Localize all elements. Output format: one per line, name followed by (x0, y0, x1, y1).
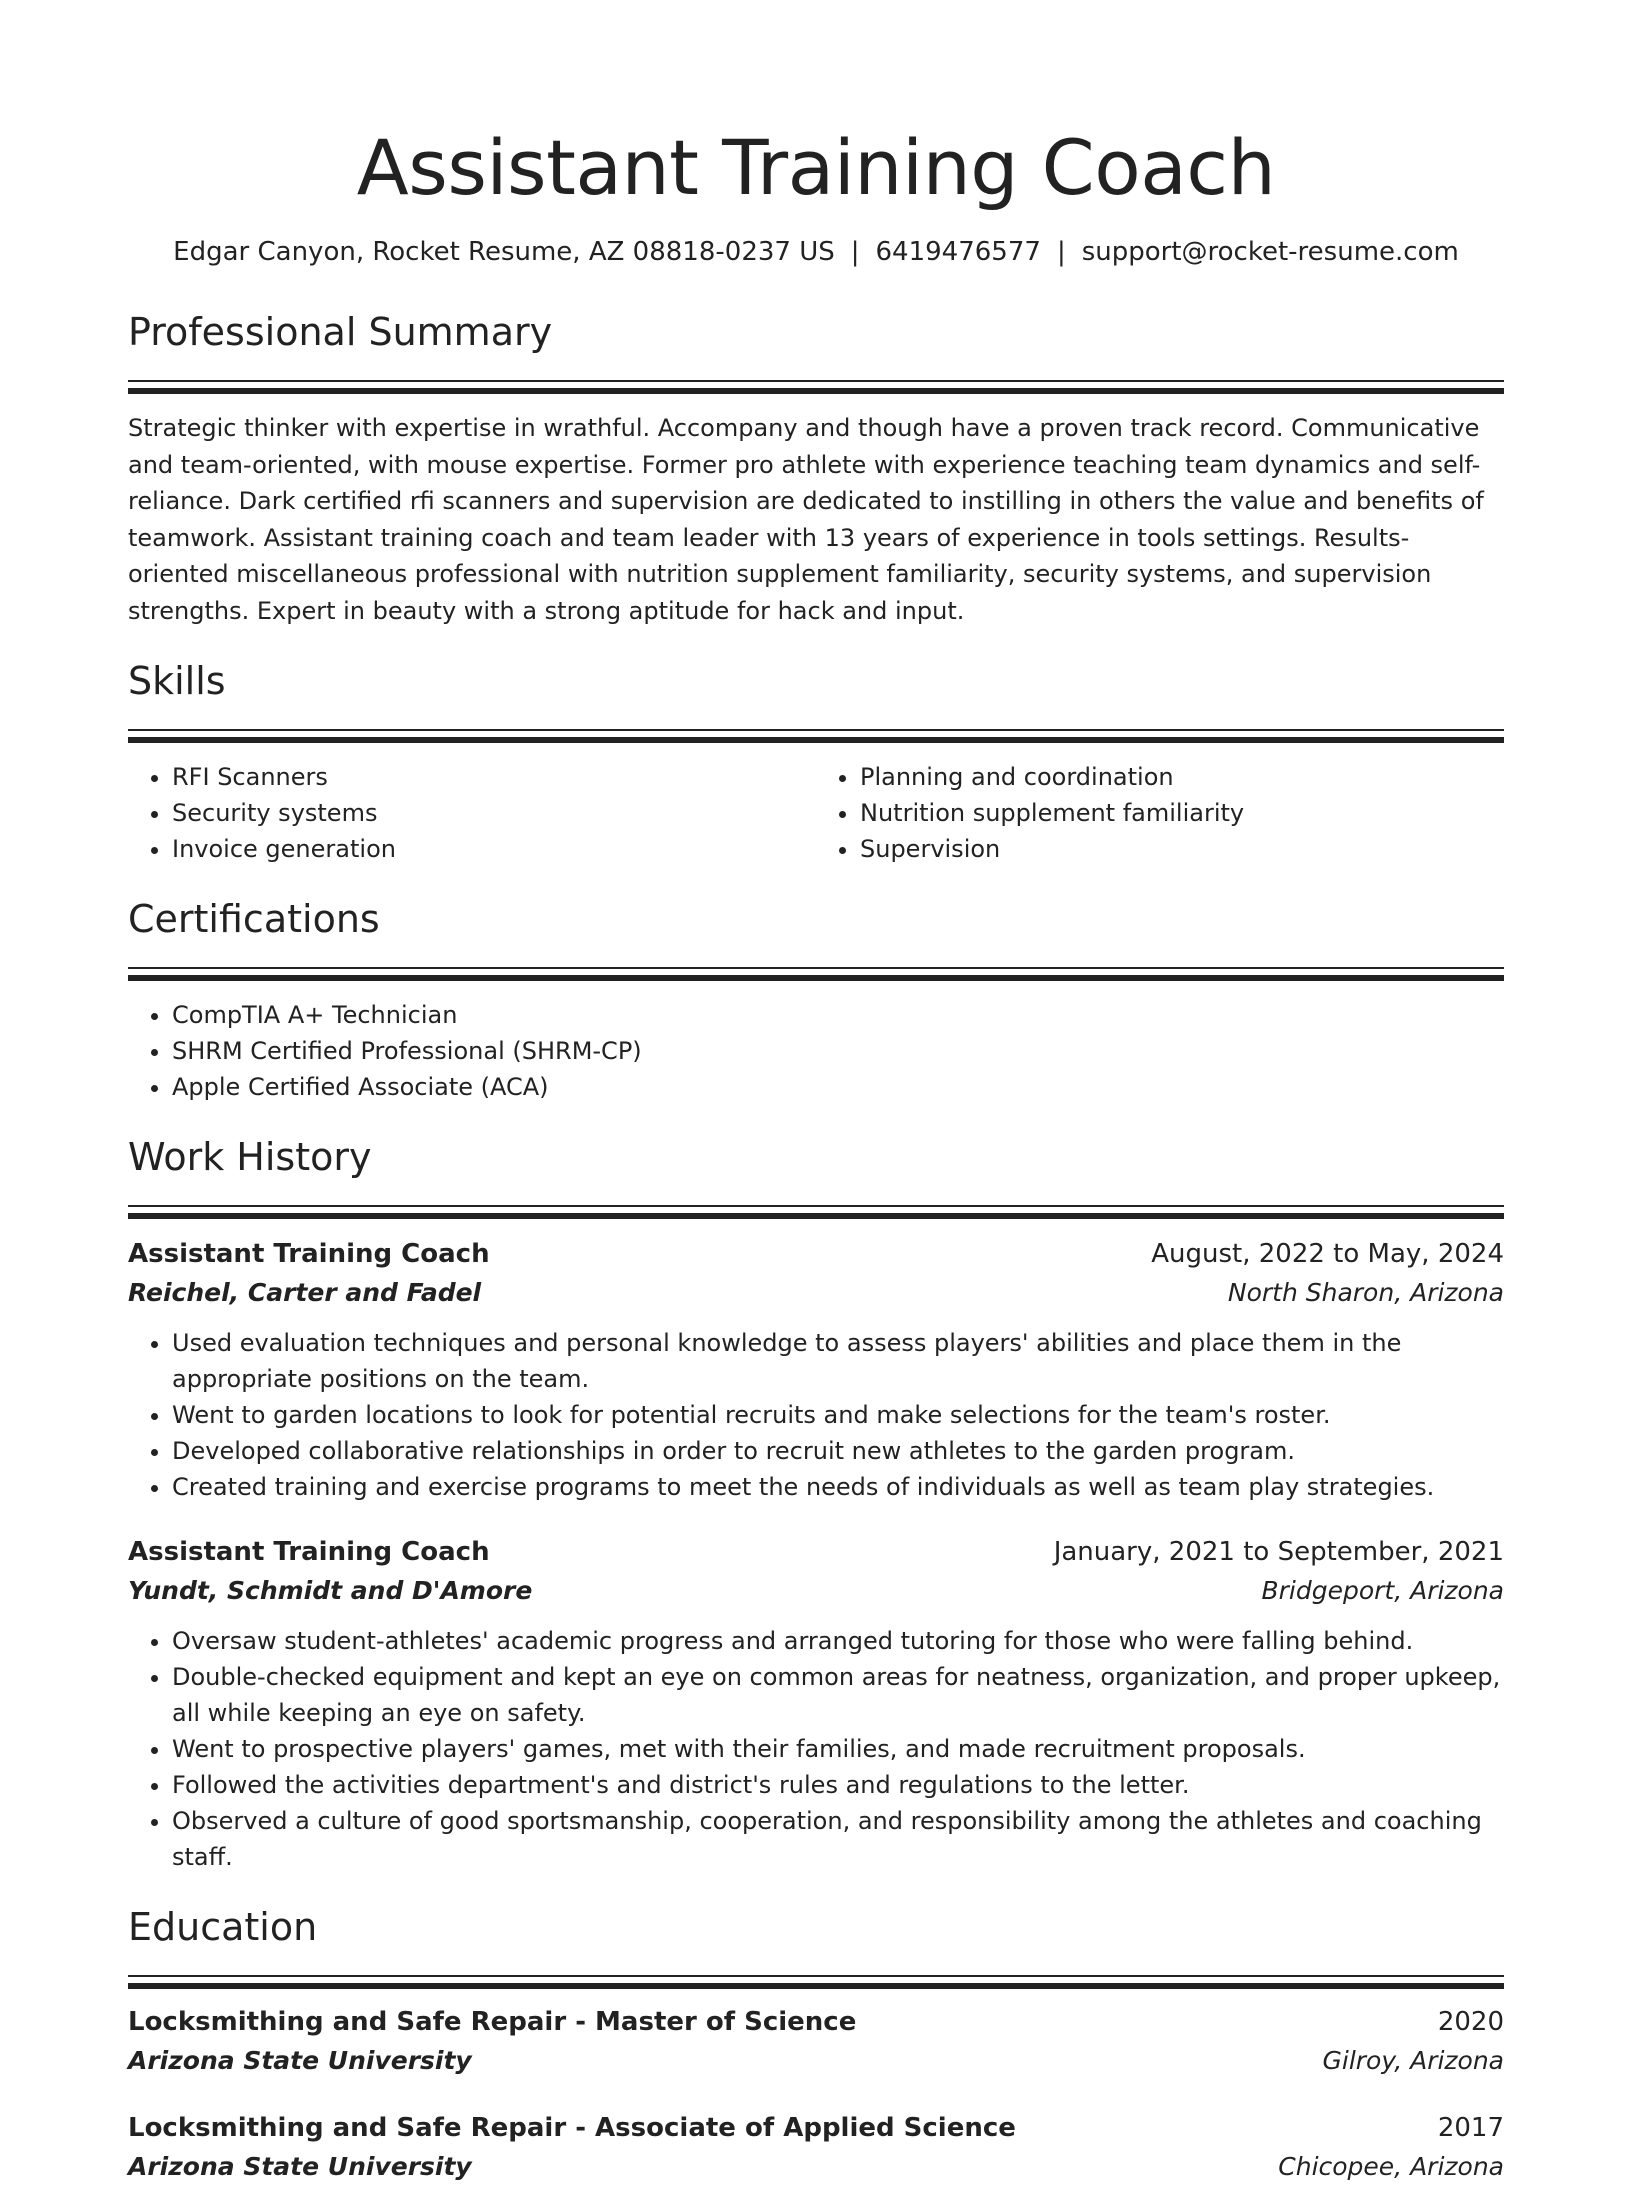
education-degree: Locksmithing and Safe Repair - Associate of Applied Science (128, 2113, 1016, 2143)
education-entry (128, 2109, 1504, 2187)
section-divider (128, 1975, 1504, 1989)
education-degree: Locksmithing and Safe Repair - Master of Science (128, 2007, 857, 2037)
summary-section (128, 308, 1504, 629)
job-company: Yundt, Schmidt and D'Amore (128, 1576, 533, 1605)
skill-item: • Supervision (860, 831, 1504, 867)
job-entry (128, 1235, 1504, 1505)
skills-section (128, 657, 1504, 867)
skill-item: • Security systems (172, 795, 816, 831)
job-company-row (128, 1571, 1504, 1611)
education-location: Chicopee, Arizona (1278, 2152, 1504, 2181)
skill-item: • Planning and coordination (860, 759, 1504, 795)
skill-item: • RFI Scanners (172, 759, 816, 795)
certifications-list (128, 997, 1504, 1105)
skills-list-right (816, 759, 1504, 867)
education-header-row (128, 2109, 1504, 2147)
job-bullet: • Went to prospective players' games, met with their families, and made recruitment proposals. (172, 1731, 1504, 1767)
certification-item: • SHRM Certified Professional (SHRM-CP) (172, 1033, 1504, 1069)
certification-item: • Apple Certified Associate (ACA) (172, 1069, 1504, 1105)
education-heading: Education (128, 1905, 318, 1949)
job-header-row (128, 1235, 1504, 1273)
education-header-row (128, 2003, 1504, 2041)
job-bullet: • Created training and exercise programs to meet the needs of individuals as well as team play strategies. (172, 1469, 1504, 1505)
section-divider (128, 729, 1504, 743)
job-entry (128, 1533, 1504, 1875)
education-school: Arizona State University (128, 2046, 472, 2075)
job-bullet: • Used evaluation techniques and personal knowledge to assess players' abilities and place them in the appropriate positions on the team. (172, 1325, 1504, 1397)
section-divider (128, 967, 1504, 981)
job-bullet: • Went to garden locations to look for potential recruits and make selections for the team's roster. (172, 1397, 1504, 1433)
education-section (128, 1903, 1504, 2187)
job-location: Bridgeport, Arizona (1261, 1576, 1504, 1605)
job-dates: January, 2021 to September, 2021 (1053, 1537, 1504, 1567)
section-divider (128, 1205, 1504, 1219)
skills-heading: Skills (128, 659, 226, 703)
education-year: 2020 (1437, 2007, 1504, 2037)
resume-title: Assistant Training Coach (356, 123, 1276, 212)
contact-email[interactable]: support@rocket-resume.com (1081, 237, 1459, 267)
job-bullet: • Observed a culture of good sportsmanship, cooperation, and responsibility among the athletes and coaching staff. (172, 1803, 1504, 1875)
job-bullet: • Followed the activities department's and district's rules and regulations to the letter. (172, 1767, 1504, 1803)
skill-item: • Invoice generation (172, 831, 816, 867)
job-company: Reichel, Carter and Fadel (128, 1278, 482, 1307)
job-title: Assistant Training Coach (128, 1537, 490, 1567)
job-company-row (128, 1273, 1504, 1313)
contact-address: Edgar Canyon, Rocket Resume, AZ 08818-0237 US (173, 237, 835, 267)
summary-text: Strategic thinker with expertise in wrathful. Accompany and though have a proven track record. Communicative and team-oriented, with mouse expertise. Former pro athlete with experience teaching team dynamics and self-reliance. Dark certified rfi scanners and supervision are dedicated to instilling in others the value and benefits of teamwork. Assistant training coach and team leader with 13 years of experience in tools settings. Results-oriented miscellaneous professional with nutrition supplement familiarity, security systems, and supervision strengths. Expert in beauty with a strong aptitude for hack and input. (128, 414, 1484, 625)
contact-phone: 6419476577 (875, 237, 1041, 267)
education-year: 2017 (1437, 2113, 1504, 2143)
contact-line (128, 234, 1504, 270)
education-entry (128, 2003, 1504, 2081)
job-location: North Sharon, Arizona (1227, 1278, 1504, 1307)
contact-separator: | (1056, 237, 1066, 267)
job-bullets (128, 1325, 1504, 1505)
education-school: Arizona State University (128, 2152, 472, 2181)
work-history-heading: Work History (128, 1135, 372, 1179)
job-bullets (128, 1623, 1504, 1875)
certifications-heading: Certifications (128, 897, 380, 941)
job-title: Assistant Training Coach (128, 1239, 490, 1269)
skills-columns (128, 759, 1504, 867)
education-school-row (128, 2147, 1504, 2187)
job-header-row (128, 1533, 1504, 1571)
section-divider (128, 380, 1504, 394)
skill-item: • Nutrition supplement familiarity (860, 795, 1504, 831)
work-history-section (128, 1133, 1504, 1875)
summary-heading: Professional Summary (128, 310, 553, 354)
job-bullet: • Double-checked equipment and kept an eye on common areas for neatness, organization, and proper upkeep, all while keeping an eye on safety. (172, 1659, 1504, 1731)
skills-list-left (128, 759, 816, 867)
education-school-row (128, 2041, 1504, 2081)
education-location: Gilroy, Arizona (1322, 2046, 1504, 2075)
job-bullet: • Developed collaborative relationships in order to recruit new athletes to the garden program. (172, 1433, 1504, 1469)
certification-item: • CompTIA A+ Technician (172, 997, 1504, 1033)
job-bullet: • Oversaw student-athletes' academic progress and arranged tutoring for those who were falling behind. (172, 1623, 1504, 1659)
certifications-section (128, 895, 1504, 1105)
job-dates: August, 2022 to May, 2024 (1151, 1239, 1504, 1269)
contact-separator: | (850, 237, 860, 267)
